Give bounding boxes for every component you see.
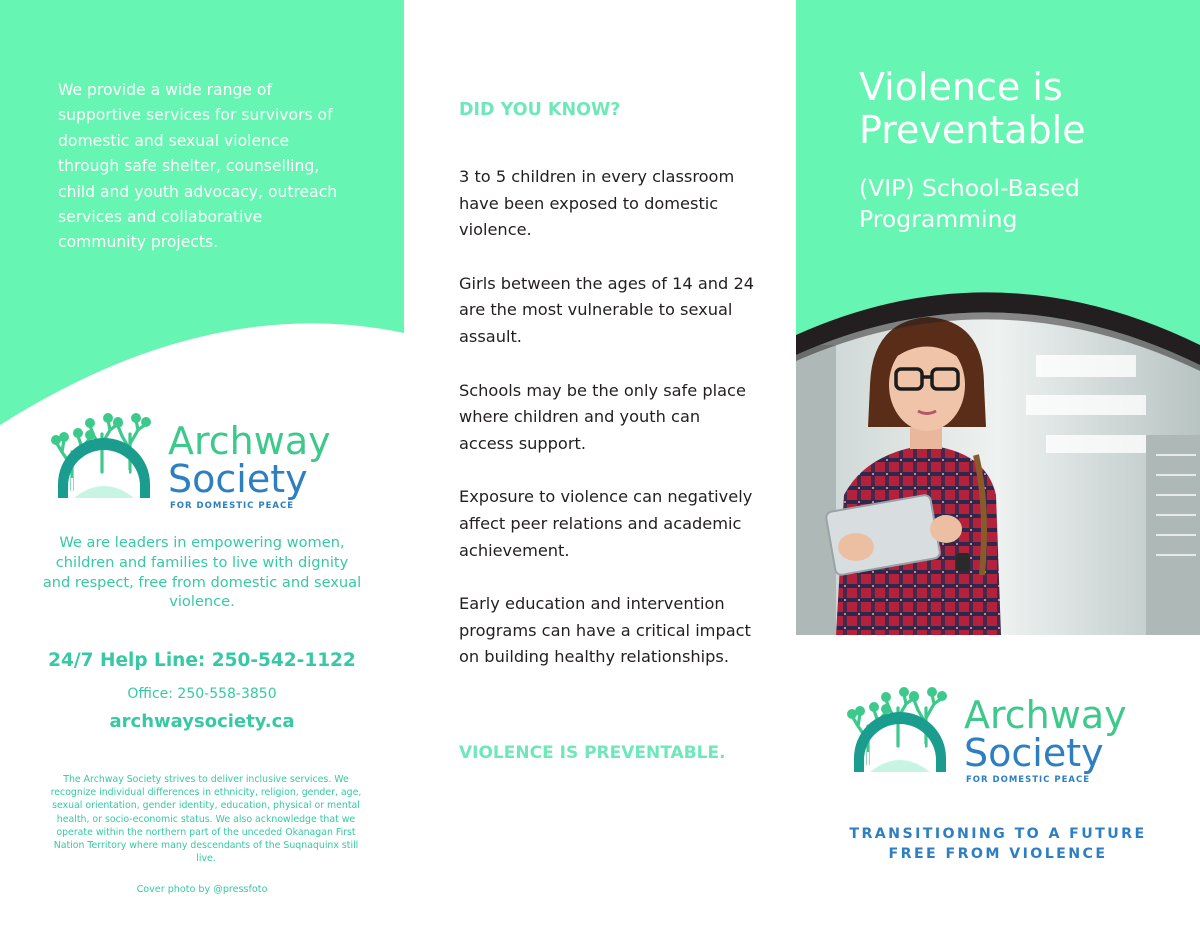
archway-society-logo xyxy=(50,412,356,512)
photo-credit: Cover photo by @pressfoto xyxy=(136,884,268,895)
closing-tagline: VIOLENCE IS PREVENTABLE. xyxy=(459,743,726,763)
inclusion-statement: The Archway Society strives to deliver inclusive services. We recognize individual differences in ethnicity, religion, gender, age, sexual orientation, gender identity, education, physical or mental health, or socio-economic status. We also acknowledge that we operate within the northern part of the unceded Okanagan First Nation Territory where many descendants of the Suqnaquinx still live. xyxy=(50,774,362,865)
mission-statement: We are leaders in empowering women, children and families to live with dignity and respect, free from domestic and sexual violence. xyxy=(42,534,362,611)
slogan xyxy=(796,824,1200,864)
fact-item: Exposure to violence can negatively affect peer relations and academic achievement. xyxy=(459,487,753,560)
right-panel xyxy=(796,0,1200,933)
fact-item: 3 to 5 children in every classroom have been exposed to domestic violence. xyxy=(459,167,735,240)
logo-name-line1: Archway xyxy=(964,693,1127,737)
trees-arch-emblem-icon xyxy=(50,412,356,512)
facts-list xyxy=(459,164,759,698)
slogan-line1: TRANSITIONING TO A FUTURE xyxy=(849,826,1147,842)
trees-arch-emblem-icon xyxy=(846,686,1152,786)
middle-panel xyxy=(404,0,796,933)
logo-name-line2: Society xyxy=(964,731,1104,775)
left-panel xyxy=(0,0,404,933)
logo-tagline: FOR DOMESTIC PEACE xyxy=(170,501,295,511)
did-you-know-heading: DID YOU KNOW? xyxy=(459,100,621,120)
student-with-tablet-photo xyxy=(796,285,1200,635)
archway-society-logo xyxy=(846,686,1152,786)
fact-item: Early education and intervention programs can have a critical impact on building healthy relationships. xyxy=(459,594,751,667)
helpline-number: 24/7 Help Line: 250-542-1122 xyxy=(48,650,356,671)
fact-item: Schools may be the only safe place where children and youth can access support. xyxy=(459,380,746,453)
services-intro: We provide a wide range of supportive services for survivors of domestic and sexual violence through safe shelter, counselling, child and youth advocacy, outreach services and collaborative community projects. xyxy=(58,81,338,252)
logo-name-line2: Society xyxy=(168,457,308,501)
logo-name-line1: Archway xyxy=(168,419,331,463)
cover-subtitle: (VIP) School-Based Programming xyxy=(859,174,1080,233)
fact-item: Girls between the ages of 14 and 24 are the most vulnerable to sexual assault. xyxy=(459,273,755,346)
slogan-line2: FREE FROM VIOLENCE xyxy=(888,846,1108,862)
logo-tagline: FOR DOMESTIC PEACE xyxy=(966,775,1091,785)
cover-title: Violence is Preventable xyxy=(859,65,1086,152)
office-phone: Office: 250-558-3850 xyxy=(127,686,277,702)
website-link[interactable]: archwaysociety.ca xyxy=(109,711,295,732)
